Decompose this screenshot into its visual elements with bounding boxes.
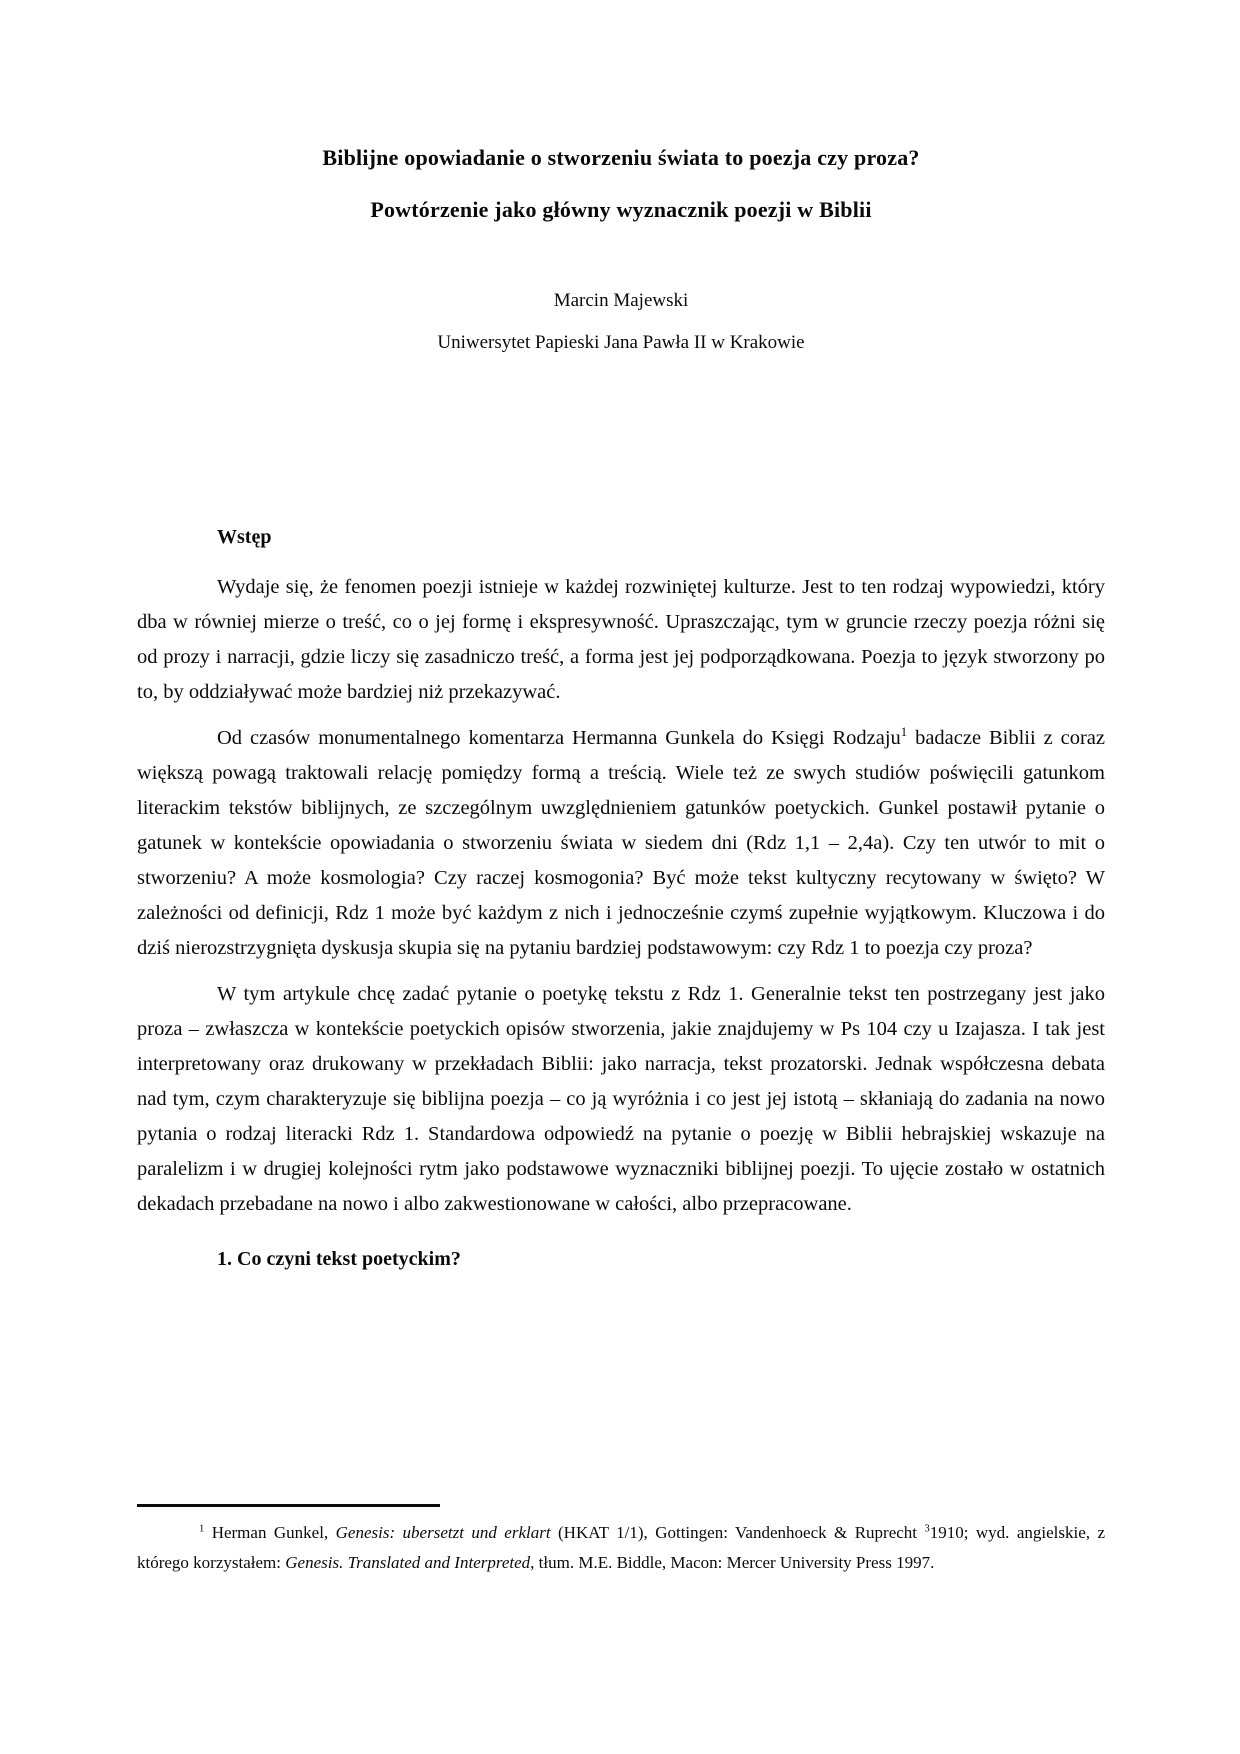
footnote-1-seg4: , tłum. M.E. Biddle, Macon: Mercer University Press 1997. bbox=[530, 1553, 935, 1572]
paragraph-2-text-before-ref: Od czasów monumentalnego komentarza Hermanna Gunkela do Księgi Rodzaju bbox=[217, 727, 901, 749]
footnote-1-title2: Genesis. Translated and Interpreted bbox=[285, 1553, 531, 1572]
page-title-line2: Powtórzenie jako główny wyznacznik poezji w Biblii bbox=[370, 197, 872, 222]
paragraph-3: W tym artykule chcę zadać pytanie o poetykę tekstu z Rdz 1. Generalnie tekst ten postrzegany jest jako proza – zwłaszcza w kontekście poetyckich opisów stworzenia, jakie znajdujemy w Ps 104 czy u Izajasza. I tak jest interpretowany oraz drukowany w przekładach Biblii: jako narracja, tekst prozatorski. Jednak współczesna debata nad tym, czym charakteryzuje się biblijna poezja – co ją wyróżnia i co jest jej istotą – skłaniają do zadania na nowo pytania o rodzaj literacki Rdz 1. Standardowa odpowiedź na pytanie o poezję w Biblii hebrajskiej wskazuje na paralelizm i w drugiej kolejności rytm jako podstawowe wyznaczniki biblijnej poezji. To ujęcie zostało w ostatnich dekadach przebadane na nowo i albo zakwestionowane w całości, albo przepracowane. bbox=[137, 983, 1105, 1215]
footnote-1-seg1: Herman Gunkel, bbox=[204, 1523, 336, 1542]
footnote-reference-1: 1 bbox=[900, 725, 908, 740]
footnote-1-edition-superscript: 3 bbox=[924, 1523, 930, 1535]
paragraph-2-text-after-ref: badacze Biblii z coraz większą powagą traktowali relację pomiędzy formą a treścią. Wiele też ze swych studiów poświęcili gatunkom literackim tekstów biblijnych, ze szczególnym uwzględnieniem gatunków poetyckich. Gunkel postawił pytanie o gatunek w kontekście opowiadania o stworzeniu świata w siedem dni (Rdz 1,1 – 2,4a). Czy ten utwór to mit o stworzeniu? A może kosmologia? Czy raczej kosmogonia? Być może tekst kultyczny recytowany w święto? W zależności od definicji, Rdz 1 może być każdym z nich i jednocześnie czymś zupełnie wyjątkowym. Kluczowa i do dziś nierozstrzygnięta dyskusja skupia się na pytaniu bardziej podstawowym: czy Rdz 1 to poezja czy proza? bbox=[137, 727, 1105, 959]
paragraph-2 bbox=[137, 721, 1105, 966]
footnote-area bbox=[137, 1504, 1105, 1578]
author-name: Marcin Majewski bbox=[553, 290, 689, 311]
footnote-separator-rule bbox=[137, 1504, 440, 1507]
page-title-line1: Biblijne opowiadanie o stworzeniu świata to poezja czy proza? bbox=[322, 145, 920, 170]
footnote-1 bbox=[137, 1518, 1105, 1578]
article-body bbox=[137, 524, 1105, 1272]
author-affiliation: Uniwersytet Papieski Jana Pawła II w Krakowie bbox=[437, 332, 805, 353]
footnote-1-marker: 1 bbox=[199, 1523, 205, 1535]
section-heading-wstep: Wstęp bbox=[217, 526, 272, 548]
footnote-1-seg2: (HKAT 1/1), Gottingen: Vandenhoeck & Ruprecht bbox=[550, 1523, 925, 1542]
footnote-1-title1: Genesis: ubersetzt und erklart bbox=[335, 1523, 551, 1542]
section-heading-1: 1. Co czyni tekst poetyckim? bbox=[217, 1248, 461, 1270]
title-block bbox=[137, 0, 1105, 354]
paragraph-1: Wydaje się, że fenomen poezji istnieje w każdej rozwiniętej kulturze. Jest to ten rodzaj wypowiedzi, który dba w równiej mierze o treść, co o jej formę i ekspresywność. Upraszczając, tym w gruncie rzeczy poezja różni się od prozy i narracji, gdzie liczy się zasadniczo treść, a forma jest jej podporządkowana. Poezja to język stworzony po to, by oddziaływać może bardziej niż przekazywać. bbox=[137, 576, 1105, 703]
footnote-1-seg3: 1910; wyd. angielskie, z którego korzystałem: bbox=[137, 1523, 1106, 1572]
